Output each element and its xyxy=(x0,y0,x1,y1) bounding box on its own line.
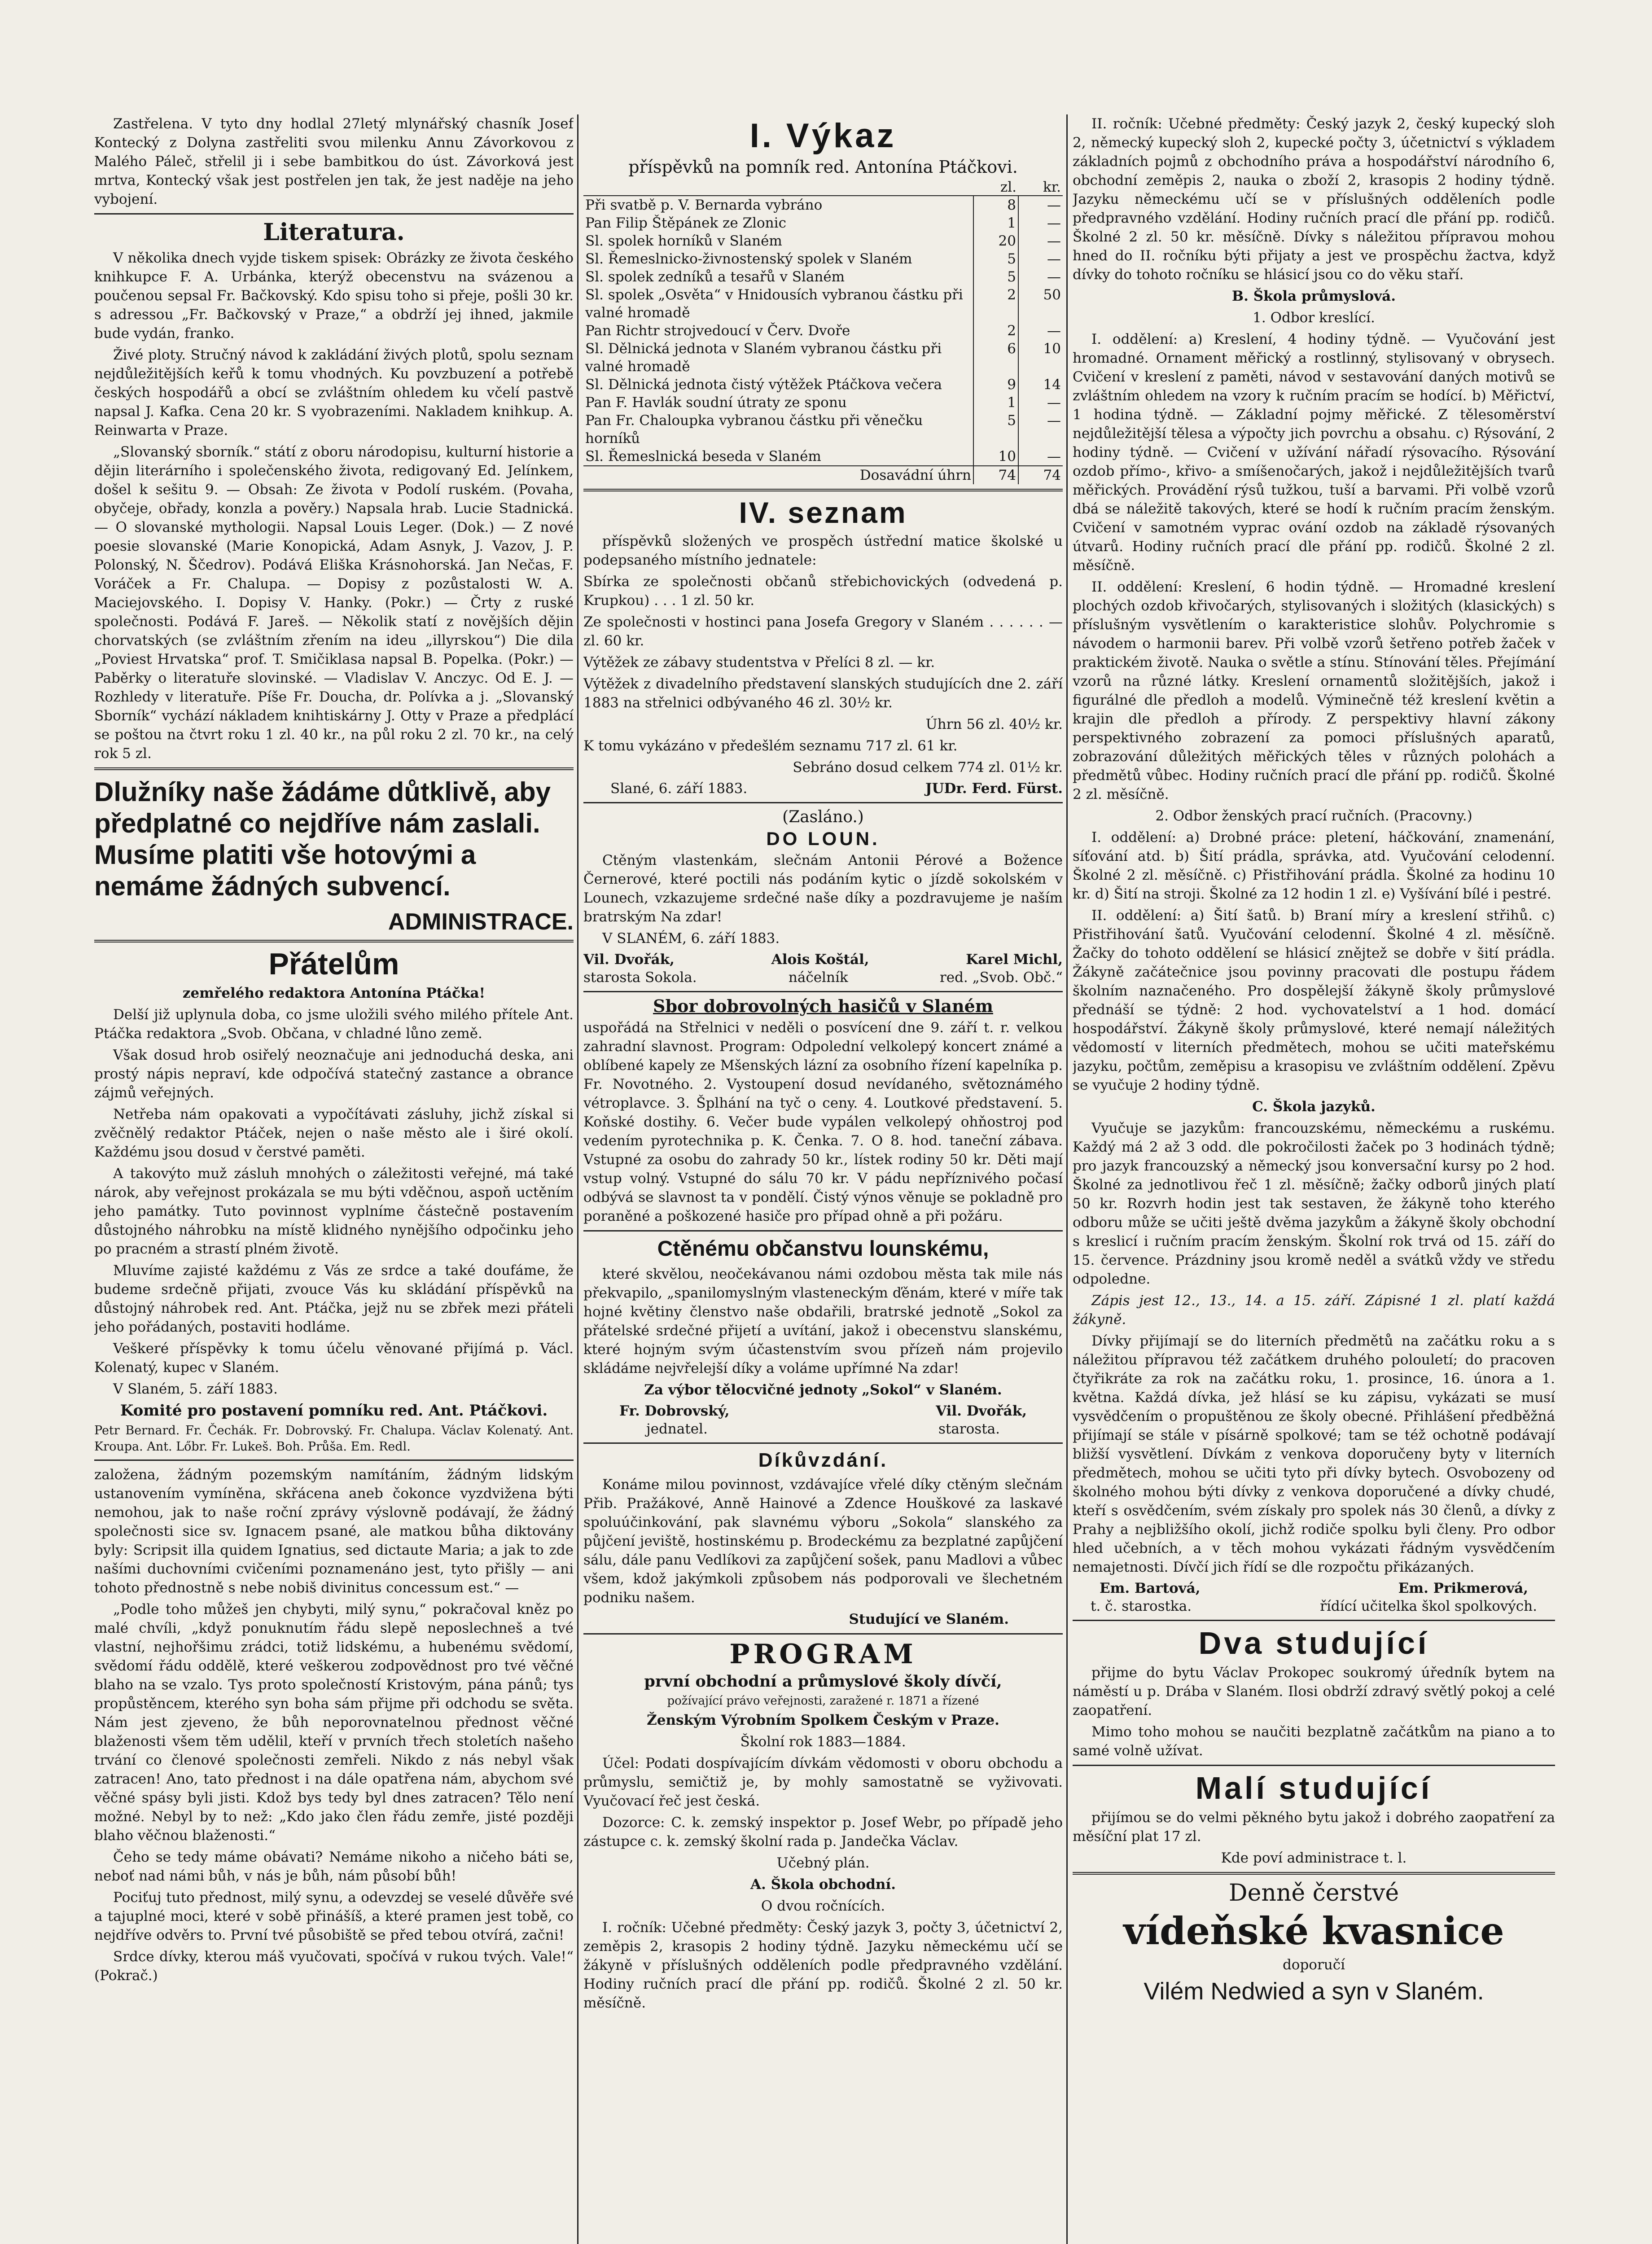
seznam-subtitle: příspěvků složených ve prospěch ústřední matice školské u podepsaného místního jednatele: xyxy=(583,533,1063,568)
vykaz-cell-text: Sl. Řemeslnicko-živnostenský spolek v Slaném xyxy=(585,251,912,267)
pratelum-paragraph: Mluvíme zajisté každému z Vás ze srdce a také doufáme, že budeme srdečně přijati, zvouce Vás ku skládání příspěvků na důstojný náhrobek red. Ant. Ptáčka, jejž nu se zbřek mezi přáteli jeho pořádaných, postaviti hodláme. xyxy=(94,1262,574,1335)
divider xyxy=(583,802,1063,803)
program-heading: A. Škola obchodní. xyxy=(750,1876,896,1893)
signature: Vil. Dvořák, xyxy=(936,1403,1027,1419)
vykaz-row xyxy=(583,250,1063,268)
program-paragraph: II. oddělení: a) Šití šatů. b) Braní míry a kreslení střihů. c) Přistřihování šatů. Vyučování celodenní. Školné 4 zl. měsíčně. Žačky do tohoto oddělení se hlásicí znějtež se dobře v šití prádla. Žákyně začátečnice jsou povinny pracovati dle postupu řádem školním naznačeného. Pro dospělejší žákyně školy průmyslové přednáší se týdně: 2 hod. vychovatelství a 1 hod. domácí hospodářství. Žákyně školy průmyslové, které nemají náležitých vědomostí v literních předmětech, mohou se učiti mateřskému jazyku, počtům, zeměpisu a krasopisu ve zvláštním oddělení. Zpěvu se vyučuje 2 hodiny týdně. xyxy=(1073,907,1555,1093)
vykaz-total-zl: 74 xyxy=(973,466,1018,484)
dva-paragraph: Mimo toho mohou se naučiti bezplatně začátkům na piano a to samé volně užívat. xyxy=(1073,1724,1555,1759)
seznam-item: Výtěžek ze zábavy studentstva v Přelíci 8 zl. — kr. xyxy=(583,654,935,671)
program-subtitle: první obchodní a průmyslové školy dívčí, xyxy=(644,1672,1002,1691)
section-title-vykaz: I. Výkaz xyxy=(749,117,897,155)
mali-paragraph: přijímou se do velmi pěkného bytu jakož i dobrého zaopatření za měsíční plat 17 zl. xyxy=(1073,1810,1555,1845)
vykaz-cell-text: Pan Filip Štěpánek ze Zlonic xyxy=(585,215,786,231)
vykaz-cell-zl: 2 xyxy=(973,286,1018,322)
vykaz-cell-text: Pan F. Havlák soudní útraty ze sponu xyxy=(585,394,847,411)
vykaz-cell-kr: 14 xyxy=(1018,376,1063,394)
signature-role: red. „Svob. Obč.“ xyxy=(939,969,1063,986)
vykaz-cell-text: Sl. Dělnická jednota v Slaném vybranou částku při valné hromadě xyxy=(585,341,942,375)
signature-role: náčelník xyxy=(788,969,848,986)
program-subtitle: požívající právo veřejnosti, zaražené r. 1871 a řízené xyxy=(667,1694,979,1708)
signature-role: řídící učitelka škol spolkových. xyxy=(1320,1598,1537,1614)
vykaz-cell-kr: 10 xyxy=(1018,340,1063,376)
vykaz-cell-text: Při svatbě p. V. Bernarda vybráno xyxy=(585,197,823,213)
mali-studujici-title: Malí studující xyxy=(1195,1771,1433,1806)
vykaz-table xyxy=(583,179,1063,484)
col-header-kr: kr. xyxy=(1018,179,1063,196)
sbor-title: Sbor dobrovolných hasičů v Slaném xyxy=(653,996,993,1016)
signature: Em. Prikmerová, xyxy=(1398,1580,1528,1596)
seznam-item: Sbírka ze společnosti občanů střebichovických (odvedená p. Krupkou) . . . 1 zl. 50 kr. xyxy=(583,574,1063,609)
divider xyxy=(94,767,574,770)
signature: Fr. Dobrovský, xyxy=(619,1403,730,1419)
feuilleton-paragraph: Pociťuj tuto přednost, milý synu, a odevzdej se veselé důvěře své a tajuplné moci, které v sobě přinášíš, a které pramen jest tobě, co nejdříve odvěrs to. První tvé působiště se před tebou otvírá, začni! xyxy=(94,1889,574,1943)
program-signatures xyxy=(1073,1579,1555,1597)
divider xyxy=(94,213,574,215)
vykaz-cell-zl: 9 xyxy=(973,376,1018,394)
vykaz-row xyxy=(583,214,1063,232)
vykaz-row xyxy=(583,286,1063,322)
dikuvzdani-paragraph: Konáme milou povinnost, vzdávajíce vřelé díky ctěným slečnám Přib. Pražákové, Anně Hainové a Zdence Houškové za laskavé spoluúčinkování, pak slavnému výboru „Sokola“ slanského za půjčení jeviště, hostinskému p. Brodeckému za bezplatné zapůjčení sálu, dále panu Vedlíkovi za zapůjčení sošek, panu Madlovi a vůbec všem, kdož jakýmkoli způsobem nás podporovali ve šlechetném podniku našem. xyxy=(583,1477,1063,1606)
lounsky-za: Za výbor tělocvičné jednoty „Sokol“ v Slaném. xyxy=(644,1382,1002,1398)
divider xyxy=(583,1442,1063,1444)
vykaz-row xyxy=(583,376,1063,394)
vykaz-cell-kr: — xyxy=(1018,214,1063,232)
pratelum-paragraph: A takovýto muž zásluh mnohých o záležitosti veřejné, má také nárok, aby veřejnost prokázala se mu býti vděčnou, aspoň uctěním jeho památky. Tuto povinnost vyplníme částečně postavením důstojného náhrobku na místě klidného nynějšího odpočinku jeho po pracném a strastí plném životě. xyxy=(94,1166,574,1257)
vykaz-cell-zl: 5 xyxy=(973,412,1018,447)
program-roles xyxy=(1073,1597,1555,1615)
vykaz-row xyxy=(583,232,1063,250)
vykaz-row xyxy=(583,268,1063,286)
signature-role: starosta Sokola. xyxy=(583,969,697,986)
signature-role: jednatel. xyxy=(646,1421,708,1437)
vykaz-cell-kr: — xyxy=(1018,232,1063,250)
vykaz-cell-text: Sl. spolek „Osvěta“ v Hnidousích vybranou částku při valné hromadě xyxy=(585,287,963,321)
vykaz-cell-zl: 20 xyxy=(973,232,1018,250)
zaslano-label: (Zasláno.) xyxy=(782,808,864,826)
pratelum-date: V Slaném, 5. září 1883. xyxy=(113,1381,278,1397)
seznam-item: K tomu vykázáno v předešlém seznamu 717 zl. 61 kr. xyxy=(583,738,958,754)
seznam-signature-row xyxy=(583,780,1063,798)
administrace-signature: ADMINISTRACE. xyxy=(388,909,574,935)
vykaz-cell-zl: 5 xyxy=(973,268,1018,286)
program-heading: B. Škola průmyslová. xyxy=(1231,288,1396,304)
ad-nedwied: Vilém Nedwied a syn v Slaném. xyxy=(1144,1978,1484,2005)
vykaz-cell-zl: 10 xyxy=(973,447,1018,466)
divider xyxy=(583,1230,1063,1232)
program-paragraph: I. ročník: Učebné předměty: Český jazyk 3, počty 3, účetnictví 2, zeměpis 2, krasopis 2 hodiny týdně. Jazyku německému učí se žákyně v příslušných odděleních podle předpravného vzdělání. Hodiny ručních prací dle přání pp. rodičů. Školné 2 zl. 50 kr. měsíčně. xyxy=(583,1920,1063,2011)
feuilleton-paragraph: Čeho se tedy máme obávati? Nemáme nikoho a ničeho báti se, neboť nad námi bůh, v nás je bůh, nám působí bůh! xyxy=(94,1849,574,1884)
vykaz-cell-kr: — xyxy=(1018,250,1063,268)
signature: Vil. Dvořák, xyxy=(583,951,675,968)
divider xyxy=(583,991,1063,992)
divider xyxy=(94,940,574,942)
column-rule xyxy=(1066,114,1068,2244)
vykaz-cell-text: Sl. spolek zedníků a tesařů v Slaném xyxy=(585,269,845,285)
seznam-uhrn: Úhrn 56 zl. 40½ kr. xyxy=(925,716,1063,732)
vykaz-row xyxy=(583,412,1063,447)
vykaz-total-row xyxy=(583,466,1063,484)
komitet-names: Petr Bernard. Fr. Čechák. Fr. Dobrovský. Fr. Chalupa. Václav Kolenatý. Ant. Kroupa. Ant. Lőbr. Fr. Lukeš. Boh. Průša. Em. Redl. xyxy=(94,1424,574,1454)
seznam-item: Výtěžek z divadelního představení slanských studujících dne 2. září 1883 na střelnici odbývaného 46 zl. 30½ kr. xyxy=(583,676,1063,711)
vykaz-header-row xyxy=(583,179,1063,196)
dikuvzdani-sign: Studující ve Slaném. xyxy=(849,1611,1009,1627)
vykaz-cell-zl: 1 xyxy=(973,214,1018,232)
feuilleton-paragraph: „Podle toho můžeš jen chybyti, milý synu,“ pokračoval kněz po malé chvíli, „když ponuknutím řádu slepě neposlechneš a tvé vlastní, nejhořšimu zrádci, totiž lidskému, a hubenému svědomí, svědomí řádu oddělě, které veškerou zodpovědnost pro tvé věčné blaho na se vzalo. Tys proto společností Kristovým, pána pánů; tys propůstěncem, kterého syn boha sám přijme při odchodu se světa. Nám jest zjeveno, že bůh neporovnatelnou přednost věčné blaženosti všem těm udělil, kteří v prvních třech stoletích našeho trvání co členové společnosti zemřeli. Nikdo z nás nebyl však zatracen! Ano, tato přednost i na dále opatřena nám, abychom své věčné spásy byli jisti. Kdož bys tedy byl dnes zatracen? Tělo není možné. Nebyl by to než: „Kdo jako člen řádu zemře, jisté později blaho věčnou blaženosti.“ xyxy=(94,1601,574,1844)
vykaz-cell-kr: — xyxy=(1018,196,1063,214)
pratelum-paragraph: Delší již uplynula doba, co jsme uložili svého milého přítele Ant. Ptáčka redaktora „Svob. Občana, v chladné lůno země. xyxy=(94,1007,574,1042)
signature: Alois Koštál, xyxy=(771,951,869,968)
vykaz-cell-text: Pan Richtr strojvedoucí v Červ. Dvoře xyxy=(585,323,850,339)
do-loun-roles xyxy=(583,969,1063,986)
program-heading: 1. Odbor kreslící. xyxy=(1253,310,1375,326)
vykaz-row xyxy=(583,394,1063,412)
pratelum-subtitle: zemřelého redaktora Antonína Ptáčka! xyxy=(182,985,486,1001)
signature: Em. Bartová, xyxy=(1100,1580,1201,1596)
komitet-title: Komité pro postavení pomníku red. Ant. Ptáčkovi. xyxy=(120,1402,548,1420)
vykaz-cell-kr: — xyxy=(1018,394,1063,412)
section-title-pratelum: Přátelům xyxy=(268,947,399,981)
vykaz-cell-zl: 5 xyxy=(973,250,1018,268)
vykaz-row xyxy=(583,340,1063,376)
program-heading: O dvou ročnících. xyxy=(761,1898,885,1914)
news-zastrelena: Zastřelena. V tyto dny hodlal 27letý mlynářský chasník Josef Kontecký z Dolyna zastřeliti svou milenku Annu Závorkovou z Malého Páleč, střelil ji i sebe bambitkou do úst. Závorková jest mrtva, Kontecký však jest postřelen jen tak, že jest naděje na jeho vybojení. xyxy=(94,116,574,207)
program-paragraph: Dívky přijímají se do literních předmětů na začátku roku a s náležitou přípravou též začátkem druhého polouletí; do pracoven čtyřikráte za rok na začátku roku, 1. prosince, 16. února a 1. května. Každá dívka, jež hlásí se ku zápisu, vykázati se musí vysvědčením o propuštěnou ze školy obecné. Přihlášení předběžná přijímají se stále v písárně spolkové; tam se též ochotně podávají bližší vysvětlení. Dívkám z venkova doporučeny byty v literních předmětech, mohou se učiti tyto při dívky bytech. Osvobozeny od školného mohou býti dívky z venkova doporučené a dívky chudé, kteří s osvědčením, svém získaly pro spolek nás 30 členů, a dívky z Prahy a nejbližšího okolí, jichž rodiče spolku byli členy. Pro odbor hled učebních, a v těch mohou vykázati řádným vysvědčením nemajetnosti. Dívčí jich řídí se dle rozpočtu přikázaných. xyxy=(1073,1333,1555,1575)
feuilleton-paragraph: založena, žádným pozemským namítáním, žádným lidským ustanovením vymíněna, skřácena aneb čokonce vyzdvižena býti nemohou, jak to naše roční zprávy výslovně podávají, že žádný společnosti sice sv. Ignacem psané, ale matkou bůha diktovány byly: Scripsit illa quidem Ignatius, sed dictaute Maria; a jak to zde našími duchovními cvičeními poznamenáno jest, tyto přišly — ani tohoto přednostně s nebe nobiš divinitus concessum est.“ — xyxy=(94,1467,574,1596)
lounsky-title: Ctěnému občanstvu lounskému, xyxy=(657,1237,989,1261)
ad-videnske: vídeňské kvasnice xyxy=(1123,1909,1504,1953)
vykaz-cell-text: Sl. Dělnická jednota čistý výtěžek Ptáčkova večera xyxy=(585,377,942,393)
program-paragraph: II. ročník: Učebné předměty: Český jazyk 2, český kupecký sloh 2, německý kupecký sloh 2, kupecké počty 3, účetnictví s výkladem základních pojmů z obchodního práva a hospodářství národního 6, obchodní zeměpis 2, nauka o zboží 2, krasopis 2 hodiny týdně. Jazyku německému učí se v příslušných odděleních podle předpravného vzdělání. Hodiny ručních prací dle přání pp. rodičů. Školné 2 zl. 50 kr. měsíčně. Dívky s náležitou přípravou mohou hned do II. ročníku býti přijaty a jest ve prospěchu žactva, když dívky do tohoto ročníku se hlásicí jsou co do věku staří. xyxy=(1073,116,1555,283)
sbor-paragraph: uspořádá na Střelnici v neděli o posvícení dne 9. září t. r. velkou zahradní slavnost. Program: Odpolední velkolepý koncert známé a oblíbené kapely ze Mšenských lázní za osobního řízení kapelníka p. Fr. Novotného. 2. Vystoupení dosud nevídaného, světoznámého vétroplavce. 3. Šplhání na tyč o ceny. 4. Loutkové představení. 5. Koňské dostihy. 6. Večer bude vypálen velkolepý ohňostroj pod vedením pyrotechnika p. K. Čenka. 7. O 8. hod. taneční zábava. Vstupné za osobu do zahrady 50 kr., lístek rodiny 50 kr. Děti mají vstup volný. Vstupné do sálu 70 kr. V pádu nepříznivého počasí odbývá se slavnost ta v pondělí. Čistý výnos věnuje se pokladně pro poraněné a poškozené hasiče pro případ ohně a při požáru. xyxy=(583,1020,1063,1224)
mali-paragraph: Kde poví administrace t. l. xyxy=(1221,1850,1407,1866)
vykaz-cell-kr: — xyxy=(1018,268,1063,286)
program-subtitle: Školní rok 1883—1884. xyxy=(740,1734,906,1750)
program-heading: Učebný plán. xyxy=(776,1855,870,1871)
column-left xyxy=(94,114,574,2244)
signature-role: t. č. starostka. xyxy=(1091,1598,1192,1614)
do-loun-date: V SLANÉM, 6. září 1883. xyxy=(602,930,780,947)
dva-paragraph: přijme do bytu Václav Prokopec soukromý úředník bytem na náměstí u p. Drába v Slaném. Ilosi obdrží zdravý světlý pokoj a celé zaopatření. xyxy=(1073,1665,1555,1718)
vykaz-cell-zl: 2 xyxy=(973,322,1018,340)
section-title-literatura: Literatura. xyxy=(263,219,405,246)
lounsky-roles xyxy=(583,1420,1063,1438)
column-rule xyxy=(577,114,578,2244)
column-middle xyxy=(583,114,1063,2244)
lit-paragraph: V několika dnech vyjde tiskem spisek: Obrázky ze života českého knihkupce F. A. Urbánka, kterýž obecenstvu na svázenou a poučenou sepsal Fr. Bačkovský. Kdo spisu toho si přeje, pošli 30 kr. s adressou „Fr. Bačkovský v Praze,“ a obdrží jej ihned, jakmile bude vydán, franko. xyxy=(94,250,574,342)
program-paragraph: Dozorce: C. k. zemský inspektor p. Josef Webr, po případě jeho zástupce c. k. zemský školní rada p. Jandečka Václav. xyxy=(583,1814,1063,1850)
program-zapis: Zápis jest 12., 13., 14. a 15. září. Zápisné 1 zl. platí každá žákyně. xyxy=(1073,1293,1555,1328)
column-right xyxy=(1073,114,1555,2244)
vykaz-cell-zl: 1 xyxy=(973,394,1018,412)
dikuvzdani-title: Díkůvzdání. xyxy=(758,1449,888,1471)
vykaz-cell-zl: 8 xyxy=(973,196,1018,214)
program-heading: 2. Odbor ženských prací ručních. (Pracovny.) xyxy=(1155,808,1472,824)
do-loun-paragraph: Ctěným vlastenkám, slečnám Antonii Pérové a Božence Černerové, které poctili nás podáním kytic o jízdě sokolském v Lounech, vzkazujeme srdečné naše díky a pozdravujeme je naším bratrským Na zdar! xyxy=(583,852,1063,925)
signature: Karel Michl, xyxy=(966,951,1063,968)
vykaz-cell-text: Sl. Řemeslnická beseda v Slaném xyxy=(585,448,821,465)
seznam-total: Sebráno dosud celkem 774 zl. 01½ kr. xyxy=(793,759,1063,776)
program-heading: C. Škola jazyků. xyxy=(1252,1099,1376,1115)
divider xyxy=(1073,1620,1555,1621)
vykaz-total-label: Dosavádní úhrn xyxy=(583,466,973,484)
vykaz-row xyxy=(583,447,1063,466)
seznam-sign: JUDr. Ferd. Fürst. xyxy=(925,780,1063,797)
lit-paragraph: Živé ploty. Stručný návod k zakládání živých plotů, spolu seznam nejdůležitějších keřů k tomu vhodných. Ku povzbuzení a potřebě českých hospodářů a obcí se zvláštním ohledem ku včelí pastvě napsal J. Kafka. Cena 20 kr. S vyobrazeními. Nakladem knihkup. A. Reinwarta v Praze. xyxy=(94,347,574,438)
divider xyxy=(1073,1872,1555,1875)
lit-paragraph: „Slovanský sborník.“ státí z oboru národopisu, kulturní historie a dějin literárního i společenského života, redigovaný Ed. Jelínkem, došel k sešitu 9. — Obsah: Ze života v Podolí ruském. (Povaha, obyčeje, obřady, konzla a pověry.) Napsala hrab. Lucie Stadnická. — O slovanské mythologii. Napsal Louis Leger. (Dok.) — Z nové poesie slovanské (Marie Konopická, Adam Asnyk, J. Vazov, J. P. Polonský, N. Ščedrov). Podává Eliška Krásnohorská. Jan Nečas, F. Voráček a Fr. Chalupa. — Dopisy z pozůstalosti W. A. Maciejovského. I. Dopisy V. Hanky. (Pokr.) — Črty z ruské společnosti. Podává F. Jareš. — Několik statí z novějších dějin chorvatských (se zvláštním zřením na ideu „illyrskou“) Die dila „Poviest Hrvatska“ prof. T. Smičiklasa napsal B. Popelka. (Pokr.) — Paběrky o literatuře slovinské. — Vladislav V. Anczyc. Od E. J. — Rozhledy v literatuře. Píše Fr. Doucha, dr. Polívka a j. „Slovanský Sborník“ vychází nákladem knihtiskárny J. Otty v Praze a předplácí se poštou na čtvrt roku 1 zl. 40 kr., na půl roku 2 zl. 70 kr., na celý rok 5 zl. xyxy=(94,444,574,762)
feuilleton-paragraph: Srdce dívky, kterou máš vyučovati, spočívá v rukou tvých. Vale!“ (Pokrač.) xyxy=(94,1949,574,1984)
program-paragraph: I. oddělení: a) Drobné práce: pletení, háčkování, znamenání, síťování atd. b) Šití prádla, správka, atd. Vyučování celodenní. Školné 2 zl. měsíčně. c) Přistřihování prádla. Školné za hodinu 10 kr. d) Šití na stroji. Školné za 12 hodin 1 zl. e) Vyšívání bílé i pestré. xyxy=(1073,829,1555,902)
col-header-zl: zl. xyxy=(973,179,1018,196)
vykaz-cell-kr: — xyxy=(1018,322,1063,340)
pratelum-paragraph: Netřeba nám opakovati a vypočítávati zásluhy, jichž získal si zvěčnělý redaktor Ptáček, nejen o naše město ale i širé okolí. Každému jsou dosud v čerstvé paměti. xyxy=(94,1106,574,1160)
program-paragraph: Účel: Podati dospívajícím dívkám vědomosti v oboru obchodu a průmyslu, semičtiž je, by mohly samostatně se vyživovati. Vyučovací řeč jest česká. xyxy=(583,1755,1063,1809)
vykaz-subtitle: příspěvků na pomník red. Antonína Ptáčkovi. xyxy=(628,157,1018,177)
vykaz-cell-kr: 50 xyxy=(1018,286,1063,322)
ad-doporucuji: doporučí xyxy=(1282,1957,1345,1973)
program-paragraph: II. oddělení: Kreslení, 6 hodin týdně. — Hromadné kreslení plochých ozdob křivočarých, stylisovaných i složitých (klasických) s příslušným vysvětlením o karakteristice slohův. Polychromie s návodem o harmonii barev. Při volbě vzorů šetřeno potřeb žaček v praktickém životě. Nauka o světle a stínu. Stínování těles. Přejímání vzorů na různé látky. Kreslení ornamentů složitějších, jakož i figurálné dle předloh a modelů. Výminečně též kreslení květin a krajin dle předloh a přírody. Z perspektivy hlavní zákony perspektivného zobrazení za pomoci příslušných aparatů, zobrazování důležitých měřických těles v různých polohách a předmětů vůbec. Hodiny ručních prací dle přání pp. rodičů. Školné 2 zl. měsíčně. xyxy=(1073,579,1555,802)
divider xyxy=(583,1633,1063,1635)
dva-studujici-title: Dva studující xyxy=(1198,1626,1429,1661)
seznam-date: Slané, 6. září 1883. xyxy=(610,780,748,797)
program-paragraph: Vyučuje se jazykům: francouzskému, německému a ruskému. Každý má 2 až 3 odd. dle pokročilosti žaček po 3 hodinách týdně; pro jazyk francouzský a německý jsou konversační kursy po 2 hod. Školné za jednotlivou řeč 1 zl. měsíčně; žačky odborů jiných platí 50 kr. Rozvrh hodin jest tak sestaven, že žákyně toho kterého odboru může se učiti ještě dvěma jazykům a žákyně školy obchodní s kreslicí i ručním pracím ženským. Školní rok trvá od 15. září do 15. července. Prázdniny jsou kromě neděl a svátků vždy ve středu odpoledne. xyxy=(1073,1120,1555,1287)
divider xyxy=(94,1459,574,1461)
vykaz-cell-zl: 6 xyxy=(973,340,1018,376)
signature-role: starosta. xyxy=(938,1421,1000,1437)
vykaz-cell-kr: — xyxy=(1018,447,1063,466)
pratelum-paragraph: Však dosud hrob osiřelý neoznačuje ani jednoduchá deska, ani prostý nápis nepraví, kde odpočívá statečný zastance a obrance zájmů veřejných. xyxy=(94,1047,574,1101)
vykaz-cell-text: Pan Fr. Chaloupka vybranou částku při věnečku horníků xyxy=(585,412,923,447)
program-paragraph: I. oddělení: a) Kreslení, 4 hodiny týdně. — Vyučování jest hromadné. Ornament měřický a rostlinný, stylisovaný v obrysech. Cvičení v kreslení z paměti, návod v sestavování daných motivů se zvláštním ohledem na vzory k ručním pracím se hodící. b) Měřictví, 1 hodina týdně. — Základní pojmy měřické. Z tělesoměrství nejdůležitější tělesa a výpočty jich povrchu a obsahu. c) Rýsování, 2 hodiny týdně. — Cvičení v užívání nářadí rýsovacího. Rýsování ozdob přímo-, křivo- a smíšenočarých, jakož i nejdůležitějších tvarů měřických. Provádění rýsů tužkou, tuší a barvami. Při volbě vzorů dbá se náležitě takových, které se hodí k ručním pracím ženským. Cvičení v samotném vyprac ování ozdob na základě rýsovaných útvarů. Hodiny ručních prací dle přání pp. rodičů. Školné 2 zl. měsíčně. xyxy=(1073,331,1555,574)
section-title-seznam: IV. seznam xyxy=(739,496,907,529)
pratelum-paragraph: Veškeré příspěvky k tomu účelu věnované přijímá p. Václ. Kolenatý, kupec v Slaném. xyxy=(94,1341,574,1376)
vykaz-total-kr: 74 xyxy=(1018,466,1063,484)
program-title: PROGRAM xyxy=(729,1639,917,1670)
program-subtitle: Ženským Výrobním Spolkem Českým v Praze. xyxy=(647,1712,999,1728)
vykaz-cell-text: Sl. spolek horníků v Slaném xyxy=(585,233,782,249)
vykaz-row xyxy=(583,322,1063,340)
do-loun-signatures xyxy=(583,951,1063,969)
seznam-item: Ze společnosti v hostinci pana Josefa Gregory v Slaném . . . . . . — zl. 60 kr. xyxy=(583,614,1063,649)
divider xyxy=(583,489,1063,491)
vykaz-cell-kr: — xyxy=(1018,412,1063,447)
lounsky-paragraph: které skvělou, neočekávanou námi ozdobou města tak mile nás překvapilo, „spanilomyslným vlastenecký́m ďěnám, které v míře tak hojné květiny členstvo naše obdařili, bratrské jednotě „Sokol za přátelské srdečné přijetí a uvítání, jakož i obecenstvu slanskému, které hojným svým účastenstvím svou přízeň nám projevilo skládáme nejvřelejší díky a voláme upřímné Na zdar! xyxy=(583,1266,1063,1376)
do-loun-title: DO LOUN. xyxy=(766,828,880,849)
divider xyxy=(1073,1765,1555,1766)
lounsky-signatures xyxy=(583,1402,1063,1420)
ad-denne: Denně čerstvé xyxy=(1228,1880,1399,1907)
vykaz-row xyxy=(583,196,1063,214)
debtors-notice: Dlužníky naše žádáme důtklivě, aby předplatné co nejdříve nám zaslali. Musíme platiti vše hotovými a nemáme žádných subvencí. xyxy=(94,777,551,901)
